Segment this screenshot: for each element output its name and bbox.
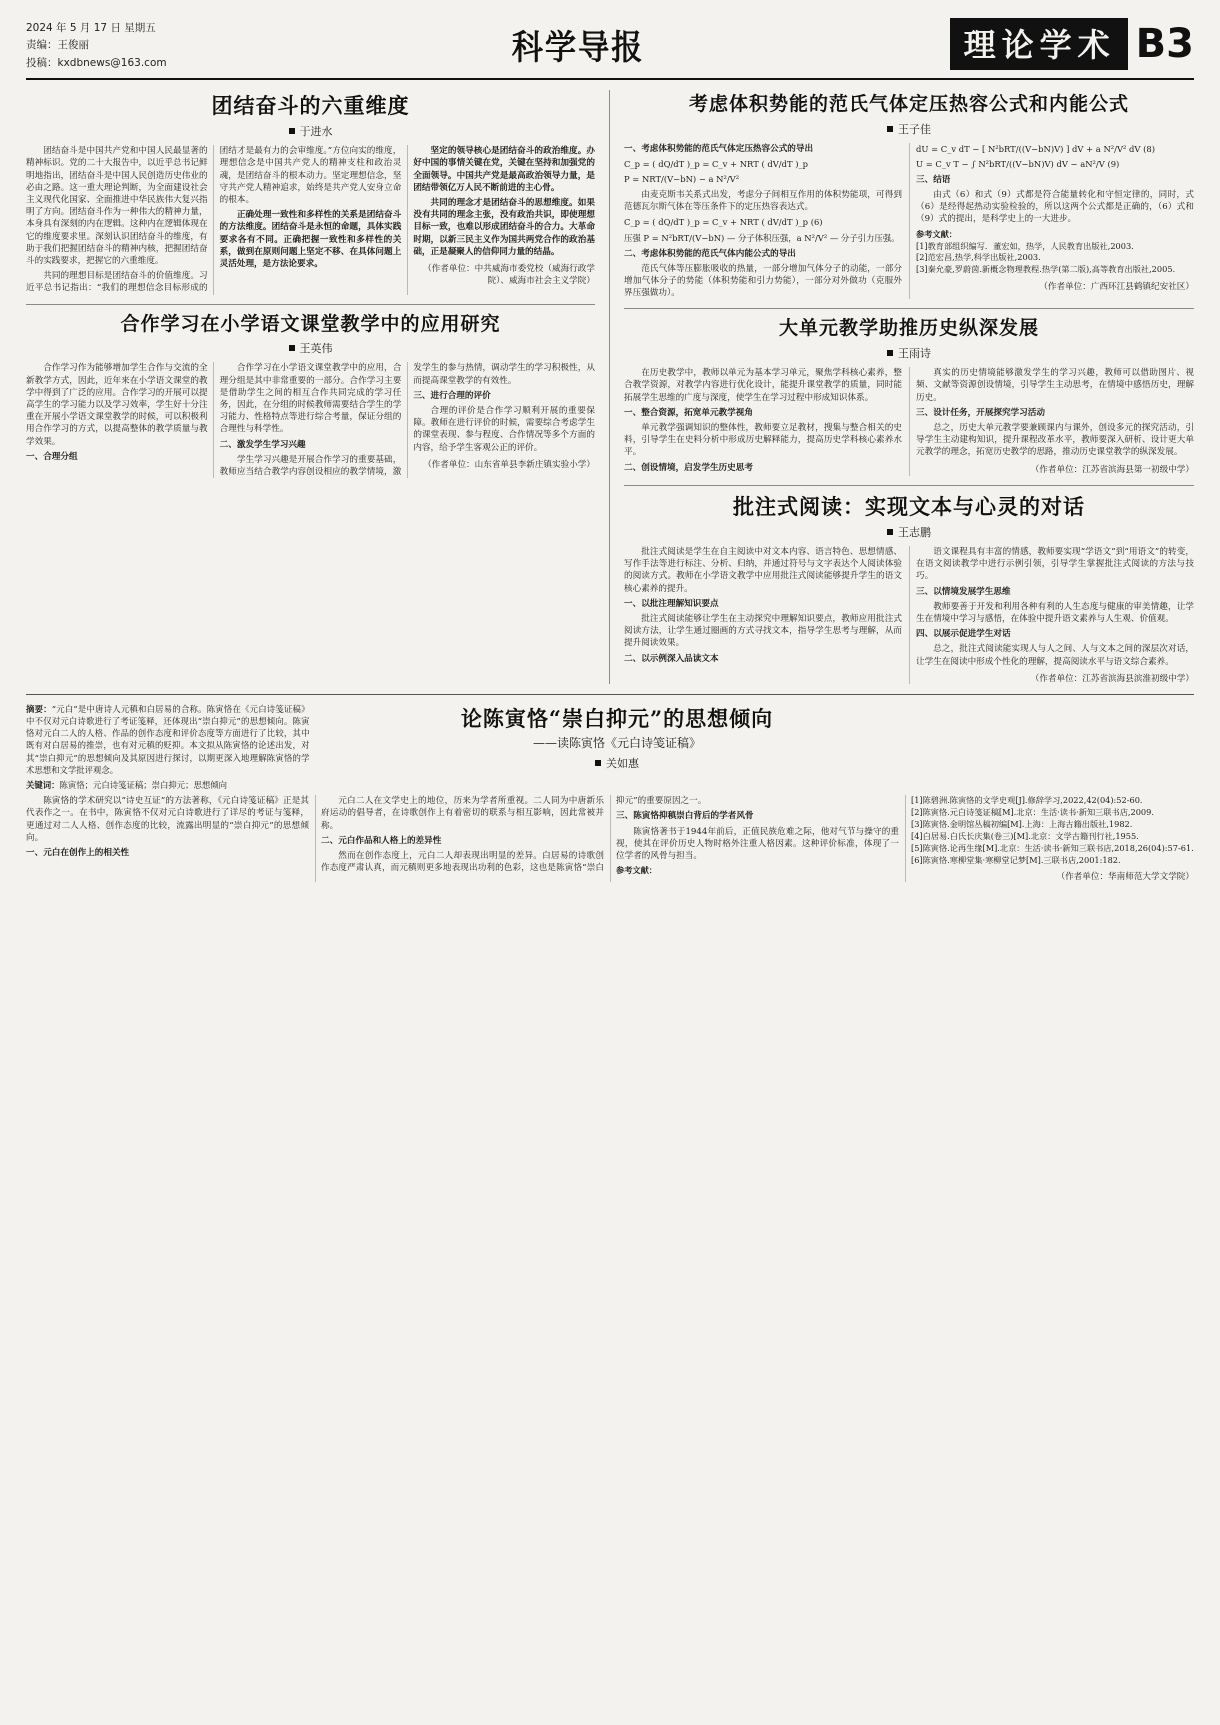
article-body: [624, 143, 1194, 300]
section-name: 理论学术: [950, 18, 1128, 70]
paragraph: 批注式阅读是学生在自主阅读中对文本内容、语言特色、思想情感、写作手法等进行标注、分析、归纳，并通过符号与文字表达个人阅读体验的阅读方式。教师在小学语文教学中应用批注式阅读能够提升学生的语文核心素养的提升。: [624, 547, 902, 594]
paragraph: 正确处理一致性和多样性的关系是团结奋斗的方法维度。团结奋斗是永恒的命题，具体实践要求各有不同。正确把握一致性和多样性的关系，做到在原则问题上坚定不移、在具体问题上灵活处理，是方法论要求。: [219, 210, 402, 270]
paragraph: 坚定的领导核心是团结奋斗的政治维度。办好中国的事情关键在党，关键在坚持和加强党的全面领导。中国共产党是最高政治领导力量，是团结带领亿万人民不断前进的主心骨。: [413, 146, 595, 193]
article-body: [26, 362, 595, 478]
issue-date: 2024 年 5 月 17 日 星期五: [26, 22, 156, 34]
paragraph: 在历史教学中，教师以单元为基本学习单元，聚焦学科核心素养，整合教学资源，对教学内容进行优化设计，能提升课堂教学的质量，同时能拓展学生思维的广度与深度，使学生在学习过程中形成知识体系。: [624, 368, 902, 403]
section-heading: 三、设计任务，开展探究学习活动: [916, 407, 1045, 418]
section-heading: 一、以批注理解知识要点: [624, 598, 719, 609]
reference-item: [3]陈寅恪.金明馆丛稿初编[M].上海：上海古籍出版社,1982.: [911, 818, 1133, 829]
article-unity: [26, 92, 595, 295]
bullet-icon: [887, 350, 893, 356]
abstract-label: 摘要：: [26, 703, 52, 714]
masthead-info: [26, 18, 206, 72]
top-area: [26, 90, 1194, 684]
article-byline: [26, 123, 595, 139]
paragraph: 共同的理想目标是团结奋斗的价值维度。习近平总书记指出：“我们的理想信念目标形成的团结才是最有力的会审维度。”方位向实的维度，理想信念是中国共产党人的精神支柱和政治灵魂，是团结奋斗的根本动力。坚定理想信念，坚守共产党人精神追求，始终是共产党人安身立命的根本。: [26, 146, 402, 294]
article-signature: （作者单位：山东省单县李新庄镇实验小学）: [423, 459, 595, 470]
article-title: 合作学习在小学语文课堂教学中的应用研究: [120, 312, 501, 335]
section-heading: 三、以情境发展学生思维: [916, 586, 1011, 597]
article-title: 考虑体积势能的范氏气体定压热容公式和内能公式: [688, 92, 1129, 115]
section-heading: 二、激发学生学习兴趣: [219, 439, 306, 450]
paragraph: 范氏气体等压膨胀吸收的热量，一部分增加气体分子的动能，一部分增加气体分子的势能（体积势能和引力势能），一部分对外做功（克服外界压强做功）。: [624, 263, 902, 299]
reference-item: [3]秦允豪,罗蔚茵.新概念物理教程.热学(第二版),高等教育出版社,2005.: [916, 264, 1176, 275]
section-heading: 二、元白作品和人格上的差异性: [321, 835, 442, 846]
keywords-label: 关键词：: [26, 779, 60, 790]
paragraph: 单元教学强调知识的整体性，教师要立足教材，搜集与整合相关的史料，引导学生在史料分析中形成历史解释能力，提高历史学科核心素养水平。: [624, 422, 902, 458]
author-name: 关如惠: [606, 757, 639, 771]
paragraph: 合作学习在小学语文课堂教学中的应用，合理分组是其中非常重要的一部分。合作学习主要是借助学生之间的相互合作共同完成的学习任务，因此，在分组的时候教师需要结合学生的学习能力、性格特点等进行综合考量，保证分组的合理性与科学性。: [219, 363, 402, 435]
formula: C_p = ( dQ/dT )_p = C_v + NRT ( dV/dT )_p (6): [624, 217, 823, 228]
article-byline: [26, 340, 595, 356]
paragraph: 元白二人在文学史上的地位，历来为学者所重视。二人同为中唐新乐府运动的倡导者，在诗歌创作上有着密切的联系与相互影响，因此常被并称。: [321, 796, 604, 831]
article-body: [26, 145, 595, 294]
paragraph: 批注式阅读能够让学生在主动探究中理解知识要点，教师应用批注式阅读方法，让学生通过圈画的方式寻找文本，指导学生思考与理解，从而提升阅读效果。: [624, 614, 902, 649]
article-signature: （作者单位：中共威海市委党校（威海行政学院）、威海市社会主义学院）: [423, 264, 595, 287]
article-body: [624, 546, 1194, 684]
page-number: B3: [1135, 21, 1194, 67]
paragraph: 教师要善于开发和利用各种有利的人生态度与健康的审美情趣，让学生在情境中学习与感悟，在体验中提升语文素养与人生观、价值观。: [916, 601, 1194, 625]
bullet-icon: [289, 345, 295, 351]
article-title: 团结奋斗的六重维度: [211, 92, 410, 118]
formula: dU = C_v dT − [ N²bRT/((V−bN)V) ] dV + a N²/V² dV (8): [916, 143, 1155, 154]
paragraph: 然而在创作态度上，元白二人却表现出明显的差异。白居易的诗歌创作态度严肃认真，而元稹则更多地表现出功利的色彩，这也是陈寅恪“崇白抑元”的重要原因之一。: [321, 796, 707, 874]
paper-nameplate: [206, 18, 950, 69]
paragraph: 由式（6）和式（9）式都是符合能量转化和守恒定律的，同时，式（6）是经得起热动实验检验的，所以这两个公式都是正确的，（6）式和（9）式的提出，是科学史上的一大进步。: [916, 190, 1194, 225]
reference-item: [5]陈寅恪.论再生缘[M].北京：生活·读书·新知三联书店,2018,26(04):57-61.: [911, 842, 1194, 853]
bullet-icon: [289, 128, 295, 134]
article-title: 大单元教学助推历史纵深发展: [778, 317, 1039, 340]
section-heading: 三、进行合理的评价: [413, 390, 491, 401]
article-byline: [624, 524, 1194, 540]
section-heading: 三、结语: [916, 174, 951, 185]
article-body: [624, 367, 1194, 476]
paragraph: 合理的评价是合作学习顺利开展的重要保障。教师在进行评价的时候，需要综合考虑学生的课堂表现、参与程度、合作情况等多个方面的内容，给予学生客观公正的评价。: [413, 405, 595, 453]
section-header: [950, 18, 1194, 70]
article-byline: [624, 345, 1194, 361]
article-byline: [334, 755, 901, 771]
reference-item: [2]范宏昌,热学,科学出版社,2003.: [916, 252, 1041, 263]
keywords: [26, 779, 310, 791]
reference-item: [1]教育部组织编写．董宏如，热学，人民教育出版社,2003.: [916, 240, 1134, 251]
divider: [26, 304, 595, 305]
references-title: 参考文献：: [616, 865, 657, 876]
divider: [624, 308, 1194, 309]
article-annotated-reading: [624, 493, 1194, 684]
divider: [624, 485, 1194, 486]
masthead: [26, 18, 1194, 80]
section-heading: 一、整合资源，拓宽单元教学视角: [624, 407, 753, 418]
article-title: 论陈寅恪“崇白抑元”的思想倾向: [460, 705, 774, 731]
author-name: 王子佳: [898, 122, 931, 136]
section-divider: [26, 694, 1194, 695]
section-heading: 三、陈寅恪抑稹崇白背后的学者风骨: [616, 811, 754, 822]
formula: U = C_v T − ∫ N²bRT/((V−bN)V) dV − aN²/V (9): [916, 159, 1120, 170]
right-column: [610, 90, 1194, 684]
article-signature: （作者单位：江苏省滨海县滨淮初级中学）: [1030, 673, 1194, 684]
section-heading: 一、考虑体积势能的范氏气体定压热容公式的导出: [624, 143, 814, 154]
author-name: 王英伟: [299, 342, 333, 356]
paragraph: 团结奋斗是中国共产党和中国人民最显著的精神标识。党的二十大报告中，以近乎总书记鲜明地指出，团结奋斗是中国人民创造历史伟业的必由之路。这一重大理论判断，为全面建设社会主义现代化国家、全面推进中华民族伟大复兴指明了方向。团结奋斗作为一种伟大的精神力量，本身具有深刻的内在逻辑。这种内在逻辑体现在它的维度要求里。深刻认识团结奋斗的维度，有助于我们把握团结奋斗的精神内核，把握团结奋斗的实践要求，把握它的六重维度。: [26, 146, 208, 267]
paragraph: 学生学习兴趣是开展合作学习的重要基础，教师应当结合教学内容创设相应的教学情境，激发学生的参与热情，调动学生的学习积极性，从而提高课堂教学的有效性。: [219, 363, 595, 477]
submission-email: 投稿：kxdbnews@163.com: [26, 56, 167, 69]
section-heading: 四、以展示促进学生对话: [916, 629, 1011, 640]
reference-item: [2]陈寅恪.元白诗笺证稿[M].北京：生活·读书·新知三联书店,2009.: [911, 807, 1154, 818]
paragraph: 合作学习作为能够增加学生合作与交流的全新教学方式，因此，近年来在小学语文课堂的教学中得到了广泛的应用。合作学习的开展可以提高学生的学习能力以及学习效率，学生好十分注重在开展小学语文课堂教学的时候，可以积极利用合作学习的方式，以提高整体的教学质量与教学效果。: [26, 363, 208, 447]
paragraph: 陈寅恪的学术研究以“诗史互证”的方法著称，《元白诗笺证稿》正是其代表作之一。在书中，陈寅恪不仅对元白诗歌进行了详尽的考证与笺释，更通过对二人人格、创作态度的比较，流露出明显的“崇白抑元”的思想倾向。: [26, 796, 309, 843]
references: [916, 229, 1194, 277]
section-heading: 一、元白在创作上的相关性: [26, 847, 130, 858]
abstract: [26, 703, 310, 791]
section-heading: 一、合理分组: [26, 451, 78, 462]
article-signature: （作者单位：广西环江县鹤镇纪安社区）: [1039, 282, 1194, 293]
article-subtitle: ——读陈寅恪《元白诗笺证稿》: [532, 736, 701, 751]
article-title: 批注式阅读：实现文本与心灵的对话: [733, 493, 1085, 519]
keywords-text: 陈寅恪；元白诗笺证稿；崇白抑元；思想倾向: [59, 779, 227, 790]
section-heading: 二、以示例深入品读文本: [624, 653, 719, 664]
author-name: 王志鹏: [898, 526, 931, 539]
paragraph: 由麦克斯韦关系式出发，考虑分子间相互作用的体积势能项，可得到范德瓦尔斯气体在等压条件下的定压热容表达式。: [624, 190, 902, 213]
article-body: [26, 795, 1194, 882]
reference-item: [6]陈寅恪.寒柳堂集·寒柳堂记梦[M].三联书店,2001:182.: [911, 854, 1121, 865]
article-signature: （作者单位：华南师范大学文学院）: [1056, 872, 1194, 883]
editor-line: 责编：王俊丽: [26, 39, 89, 52]
reference-item: [1]陈碧洲.陈寅恪的文学史观[J].修辞学习,2022,42(04):52-60.: [911, 795, 1143, 806]
article-signature: （作者单位：江苏省滨海县第一初级中学）: [1030, 464, 1194, 475]
bullet-icon: [887, 529, 893, 535]
paragraph: 总之，批注式阅读能实现人与人之间、人与文本之间的深层次对话，让学生在阅读中形成个性化的理解，提高阅读水平与语文综合素养。: [916, 644, 1194, 667]
bullet-icon: [595, 760, 601, 766]
left-column: [26, 90, 610, 684]
section-heading: 二、创设情境，启发学生历史思考: [624, 462, 753, 473]
paragraph: 共同的理念才是团结奋斗的思想维度。如果没有共同的理念主张，没有政治共识，即使理想目标一致，也难以形成团结奋斗的合力。大革命时期，以新三民主义作为国共两党合作的政治基础，正是凝聚人的信仰同力量的结晶。: [413, 198, 595, 257]
formula: P = NRT/(V−bN) − a N²/V²: [624, 174, 740, 185]
reference-item: [4]白居易.白氏长庆集(卷三)[M].北京：文学古籍刊行社,1955.: [911, 830, 1139, 841]
article-chen-yinke: [26, 703, 1194, 883]
references-title: 参考文献：: [916, 228, 957, 239]
section-heading: 二、考虑体积势能的范氏气体内能公式的导出: [624, 248, 796, 259]
paragraph: 语文课程具有丰富的情感，教师要实现“学语文”到“用语文”的转变，在语文阅读教学中进行示例引领，引导学生掌握批注式阅读的方法与技巧。: [916, 547, 1194, 582]
formula: 压强 P = N²bRT/(V−bN) — 分子体积压强，a N²/V² — 分子引力压强。: [624, 233, 900, 244]
bullet-icon: [887, 126, 893, 132]
article-vdw-gas: [624, 92, 1194, 300]
paragraph: 陈寅恪著书于1944年前后，正值民族危难之际，他对气节与操守的重视，使其在评价历史人物时格外注重人格因素。这种评价标准，体现了一位学者的风骨与担当。: [616, 826, 899, 861]
paragraph: 真实的历史情境能够激发学生的学习兴趣，教师可以借助图片、视频、文献等资源创设情境，引导学生主动思考，在情境中感悟历史，理解历史。: [916, 368, 1194, 403]
article-cooperative-learning: [26, 312, 595, 479]
abstract-text: “元白”是中唐诗人元稹和白居易的合称。陈寅恪在《元白诗笺证稿》中不仅对元白诗歌进行了考证笺释，还体现出“崇白抑元”的思想倾向。陈寅恪对元白二人的人格、作品的创作态度和评价态度等方面进行了比较，其中既有对白居易的推崇，也有对元稹的贬抑。本文拟从陈寅恪的论述出发，对其“崇白抑元”的思想倾向及其原因进行探讨，以期更深入地理解陈寅恪的学术思想和文学批评观念。: [26, 703, 310, 775]
article-byline: [624, 121, 1194, 137]
paper-title: 科学导报: [511, 28, 645, 68]
author-name: 于进水: [299, 125, 333, 139]
paragraph: 总之，历史大单元教学要兼顾课内与课外，创设多元的探究活动，引导学生主动建构知识，提升课程改革水平，教师要深入研析、设计更大单元教学的理念，拓宽历史教学的思路，推动历史课堂教学的纵深发展。: [916, 422, 1194, 458]
author-name: 王雨诗: [898, 347, 931, 361]
article-history-unit: [624, 316, 1194, 475]
formula: C_p = ( dQ/dT )_p = C_v + NRT ( dV/dT )_p: [624, 158, 809, 169]
